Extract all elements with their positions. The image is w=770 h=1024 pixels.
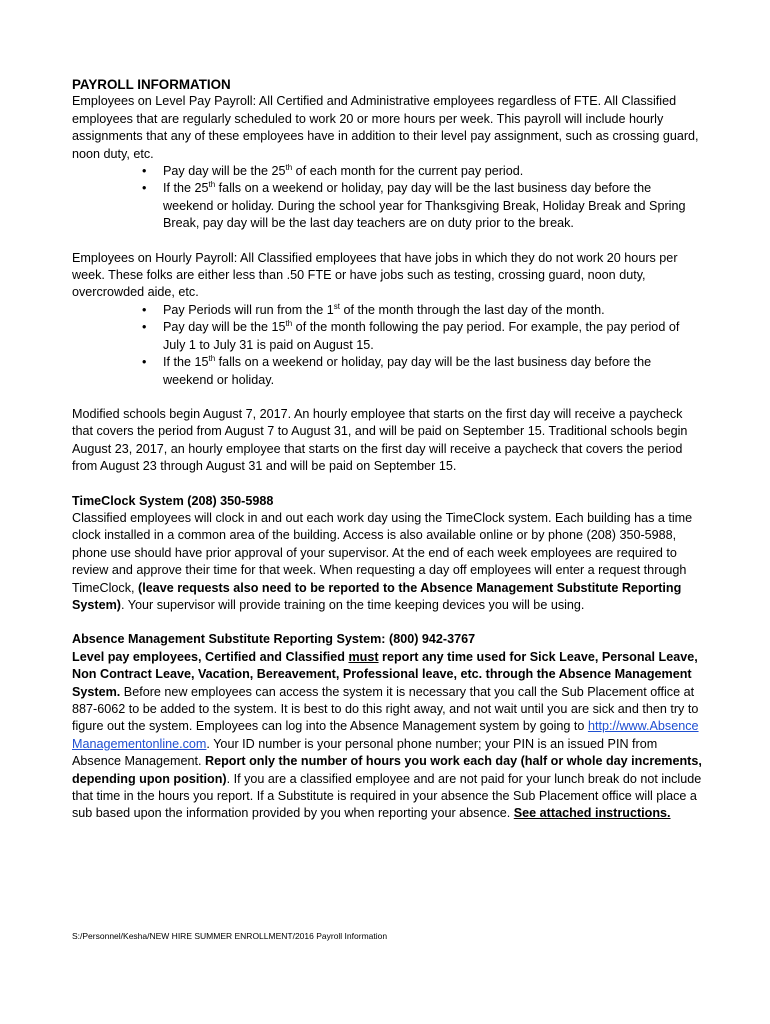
- list-item: • Pay day will be the 15th of the month following the pay period. For example, the pay period of July 1 to July 31 is paid on August 15.: [142, 319, 680, 352]
- absence-management-link[interactable]: http://www.Absence Managementonline.com: [72, 719, 699, 751]
- hourly-intro: Employees on Hourly Payroll: All Classified employees that have jobs in which they do not work 20 hours per week. These folks are either less than .50 FTE or have jobs such as testing, crossing guard, noon duty, overcrowded aide, etc.: [72, 250, 678, 300]
- page-title: PAYROLL INFORMATION: [72, 77, 231, 92]
- level-pay-list: [72, 163, 702, 233]
- list-item: • If the 15th falls on a weekend or holiday, pay day will be the last business day before the weekend or holiday.: [142, 353, 652, 387]
- bullet-icon: •: [142, 302, 147, 317]
- bullet-icon: •: [142, 164, 147, 179]
- bullet-icon: •: [142, 320, 147, 335]
- bullet-icon: •: [142, 355, 147, 370]
- list-item: • Pay Periods will run from the 1st of the month through the last day of the month.: [72, 302, 702, 319]
- footer-path: S:/Personnel/Kesha/NEW HIRE SUMMER ENROLLMENT/2016 Payroll Information: [72, 931, 388, 941]
- list-item: • If the 25th falls on a weekend or holiday, pay day will be the last business day before the weekend or holiday. During the school year for Thanksgiving Break, Holiday Break and Spring Break, pay day will be the last day teachers are on duty prior to the break.: [142, 180, 686, 231]
- see-attached-instructions: See attached instructions.: [513, 806, 671, 821]
- timeclock-paragraph: Classified employees will clock in and out each work day using the TimeClock system. Each building has a time clock installed in a common area of the building. Access is also available online or by phone (208) 350-5988, phone use should have prior approval of your supervisor. At the end of each week employees are required to review and approve their time for that week. When requesting a day off employees will enter a request through TimeClock, (leave requests also need to be reported to the Absence Management Substitute Reporting System). Your supervisor will provide training on the time keeping devices you will be using.: [72, 510, 693, 612]
- list-item: • Pay day will be the 25th of each month for the current pay period.: [72, 163, 702, 180]
- document-body: [72, 76, 702, 823]
- absence-heading: Absence Management Substitute Reporting System: (800) 942-3767: [72, 632, 476, 647]
- modified-schools-paragraph: Modified schools begin August 7, 2017. An hourly employee that starts on the first day will receive a paycheck that covers the period from August 7 to August 31, and will be paid on September 15. Traditional schools begin August 23, 2017, an hourly employee that starts on the first day will receive a paycheck that covers the period from August 23 through August 31 and will be paid on September 15.: [72, 406, 688, 474]
- hourly-list: [72, 302, 702, 389]
- timeclock-heading: TimeClock System (208) 350-5988: [72, 493, 274, 508]
- absence-paragraph: Level pay employees, Certified and Classified must report any time used for Sick Leave, Personal Leave, Non Contract Leave, Vacation, Bereavement, Professional leave, etc. through the Absence Management System. Before new employees can access the system it is necessary that you call the Sub Placement office at 887-6062 to be added to the system. It is best to do this right away, and not wait until you are sick and then try to figure out the system. Employees can log into the Absence Management system by going to http://www.Absence Managementonline.com. Your ID number is your personal phone number; your PIN is an issued PIN from Absence Management. Report only the number of hours you work each day (half or whole day increments, depending upon position). If you are a classified employee and are not paid for your lunch break do not include that time in the hours you report. If a Substitute is required in your absence the Sub Placement office will place a sub based upon the information provided by you when reporting your absence. See attached instructions.: [72, 649, 702, 821]
- level-pay-intro: Employees on Level Pay Payroll: All Certified and Administrative employees regardless of FTE. All Classified employees that are regularly scheduled to work 20 or more hours per week. This payroll will include hourly assignments that any of these employees have in addition to their level pay assignment, such as crossing guard, noon duty, etc.: [72, 94, 699, 161]
- bullet-icon: •: [142, 181, 147, 196]
